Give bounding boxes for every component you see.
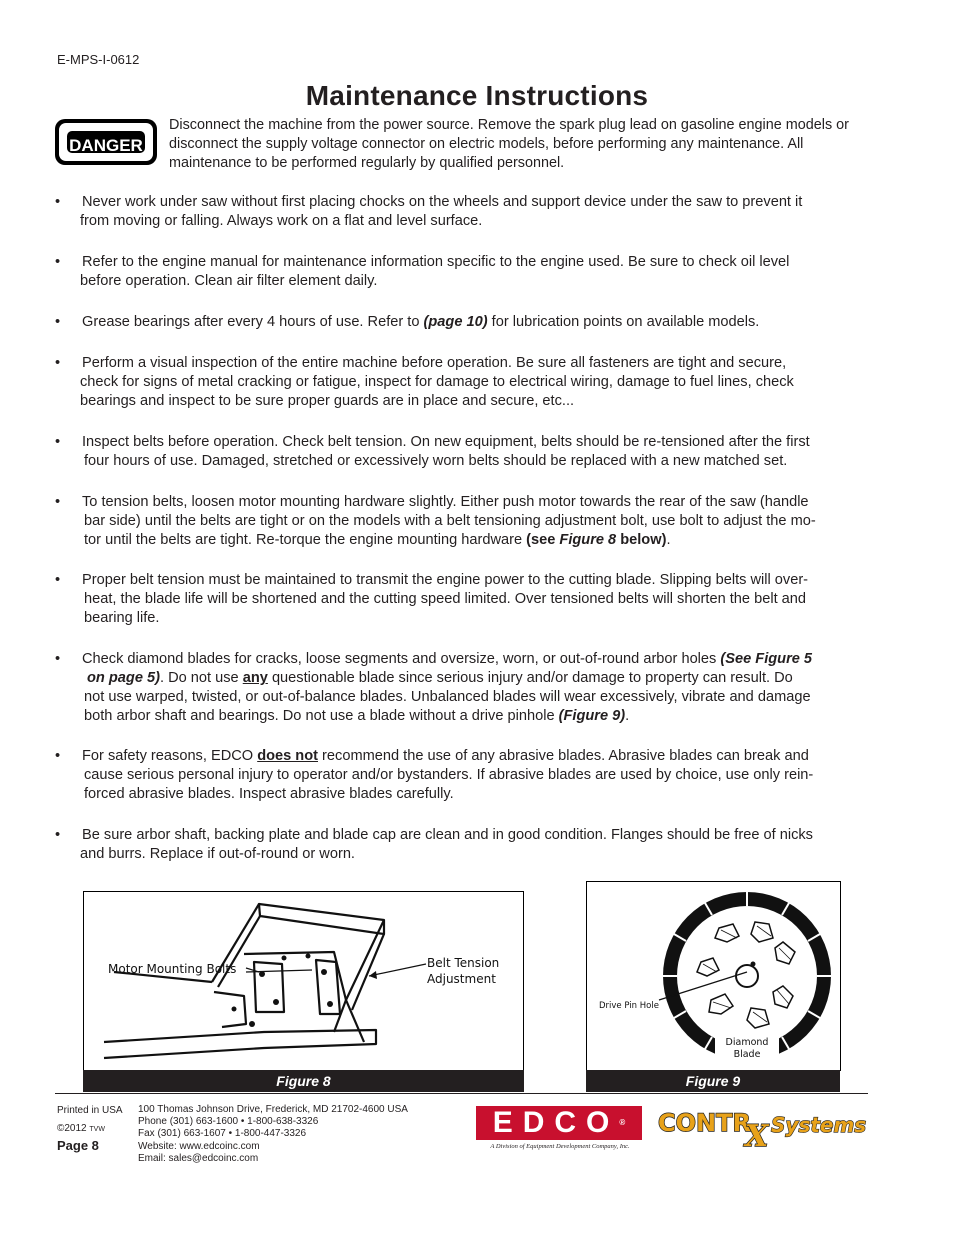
page-title: Maintenance Instructions [305, 80, 649, 111]
bullet-line: four hours of use. Damaged, stretched or excessively worn belts should be replaced with a new matched set. [84, 453, 788, 469]
bullet-text: For safety reasons, EDCO [82, 748, 258, 764]
figure-reference: (See Figure 5 [720, 651, 813, 667]
danger-label: DANGER [67, 131, 145, 153]
bullet-text: . [666, 532, 671, 548]
bullet-text: questionable blade since serious injury and/or damage to property can result. Do [267, 670, 793, 686]
bullet-line: and burrs. Replace if out-of-round or worn. [80, 846, 355, 862]
label-drive-pin-hole: Drive Pin Hole [599, 1001, 659, 1011]
bullet-text: recommend the use of any abrasive blades. Abrasive blades can break and [318, 748, 809, 764]
bullet-line: Never work under saw without first placing chocks on the wheels and support device under the saw to prevent it [82, 194, 803, 210]
registered-mark: ® [619, 1118, 626, 1127]
address: 100 Thomas Johnson Drive, Frederick, MD 21702-4600 USA [138, 1104, 408, 1115]
fax: Fax (301) 663-1607 • 1-800-447-3326 [138, 1128, 307, 1140]
emphasis-any: any [242, 670, 268, 686]
bullet-dot: • [55, 494, 61, 510]
bullet-line: before operation. Clean air filter element daily. [80, 273, 378, 289]
website: Website: www.edcoinc.com [138, 1140, 260, 1152]
edco-wordmark: EDCO [492, 1106, 620, 1139]
bullet-text: Check diamond blades for cracks, loose segments and oversize, worn, or out-of-round arbor holes [82, 651, 721, 667]
contrx-x: X [745, 1119, 769, 1154]
diamond-blade-drawing [587, 882, 840, 1070]
bullet-line: Inspect belts before operation. Check belt tension. On new equipment, belts should be re-tensioned after the first [82, 434, 810, 450]
bullet-dot: • [55, 827, 61, 843]
figure-reference: (Figure 9) [558, 708, 626, 724]
bullet-line: bearing life. [84, 610, 160, 626]
systems-wordmark: Systems [771, 1113, 867, 1137]
author-initials: TVW [89, 1126, 105, 1133]
bullet-text: for lubrication points on available models. [487, 314, 760, 330]
footer-contact [138, 1104, 408, 1165]
bullet-text: both arbor shaft and bearings. Do not use a blade without a drive pinhole [84, 708, 559, 724]
document-code: E-MPS-I-0612 [57, 52, 140, 67]
bullet-dot: • [55, 314, 61, 330]
bullet-line: forced abrasive blades. Inspect abrasive blades carefully. [84, 786, 454, 802]
bullet-line: heat, the blade life will be shortened and the cutting speed limited. Over tensioned belts will shorten the belt and [84, 591, 807, 607]
footer-print-info [57, 1104, 123, 1152]
bullet-text: . Do not use [159, 670, 243, 686]
bullet-line: from moving or falling. Always work on a flat and level surface. [80, 213, 483, 229]
bullet-dot: • [55, 194, 61, 210]
bullet-line: Be sure arbor shaft, backing plate and blade cap are clean and in good condition. Flanges should be free of nicks [82, 827, 813, 843]
bullet-line: bar side) until the belts are tight or on the models with a belt tensioning adjustment bolt, use bolt to adjust the mo- [84, 513, 816, 529]
page-number: Page 8 [57, 1138, 99, 1153]
contrx-wordmark: CONTR [658, 1109, 751, 1137]
intro-paragraph: Disconnect the machine from the power source. Remove the spark plug lead on gasoline engine models or disconnect the supply voltage connector on electric models, before performing any maintenance. All maintenance to be performed regularly by qualified personnel. [169, 117, 849, 171]
bullet-text: . [625, 708, 630, 724]
label-motor-mounting-bolts: Motor Mounting Bolts [108, 962, 237, 976]
bullet-dot: • [55, 254, 61, 270]
label-diamond: Diamond [725, 1037, 769, 1048]
bullet-dot: • [55, 572, 61, 588]
bullet-text: tor until the belts are tight. Re-torque the engine mounting hardware [84, 532, 527, 548]
bullet-line: Perform a visual inspection of the entire machine before operation. Be sure all fasteners are tight and secure, [82, 355, 787, 371]
phone: Phone (301) 663-1600 • 1-800-638-3326 [138, 1116, 319, 1128]
figure-8-caption: Figure 8 [83, 1070, 524, 1092]
danger-sign [55, 119, 157, 165]
bullet-line: Proper belt tension must be maintained to transmit the engine power to the cutting blade. Slipping belts will over- [82, 572, 809, 588]
bullet-dot: • [55, 355, 61, 371]
label-belt-tension: Belt Tension [427, 956, 500, 970]
contrx-systems-logo [657, 1104, 869, 1154]
bullet-line: check for signs of metal cracking or fatigue, inspect for damage to electrical wiring, damage to fuel lines, check [80, 374, 794, 390]
bullet-text: Grease bearings after every 4 hours of use. Refer to [82, 314, 424, 330]
bullet-dot: • [55, 651, 61, 667]
bullet-line: cause serious personal injury to operator and/or bystanders. If abrasive blades are used by choice, use only rein- [84, 767, 814, 783]
figure-reference: on page 5) [87, 670, 160, 686]
footer-divider [55, 1093, 868, 1094]
email: Email: sales@edcoinc.com [138, 1152, 259, 1164]
figure-reference: Figure 8 [559, 532, 617, 548]
bullet-dot: • [55, 748, 61, 764]
page-reference: (page 10) [423, 314, 488, 330]
edco-logo [476, 1106, 644, 1152]
label-blade: Blade [733, 1049, 761, 1060]
emphasis-does-not: does not [257, 748, 318, 764]
figure-9-illustration [586, 881, 841, 1071]
label-adjustment: Adjustment [427, 972, 496, 986]
bullet-line: bearings and inspect to be sure proper guards are in place and secure, etc... [80, 393, 575, 409]
motor-mount-drawing [84, 892, 523, 1070]
bullet-line: To tension belts, loosen motor mounting hardware slightly. Either push motor towards the rear of the saw (handle [82, 494, 809, 510]
edco-tagline: A Division of Equipment Development Company, Inc. [490, 1143, 630, 1150]
bullet-line: Refer to the engine manual for maintenance information specific to the engine used. Be sure to check oil level [82, 254, 790, 270]
copyright: ©2012 [57, 1123, 87, 1134]
printed-in-usa: Printed in USA [57, 1105, 123, 1116]
bullet-dot: • [55, 434, 61, 450]
bullet-line: not use warped, twisted, or out-of-balance blades. Unbalanced blades will wear excessively, vibrate and damage [84, 689, 811, 705]
figure-8-illustration [83, 891, 524, 1071]
figure-9-caption: Figure 9 [586, 1070, 840, 1092]
figure-reference: below) [616, 532, 667, 548]
figure-reference: (see [526, 532, 560, 548]
